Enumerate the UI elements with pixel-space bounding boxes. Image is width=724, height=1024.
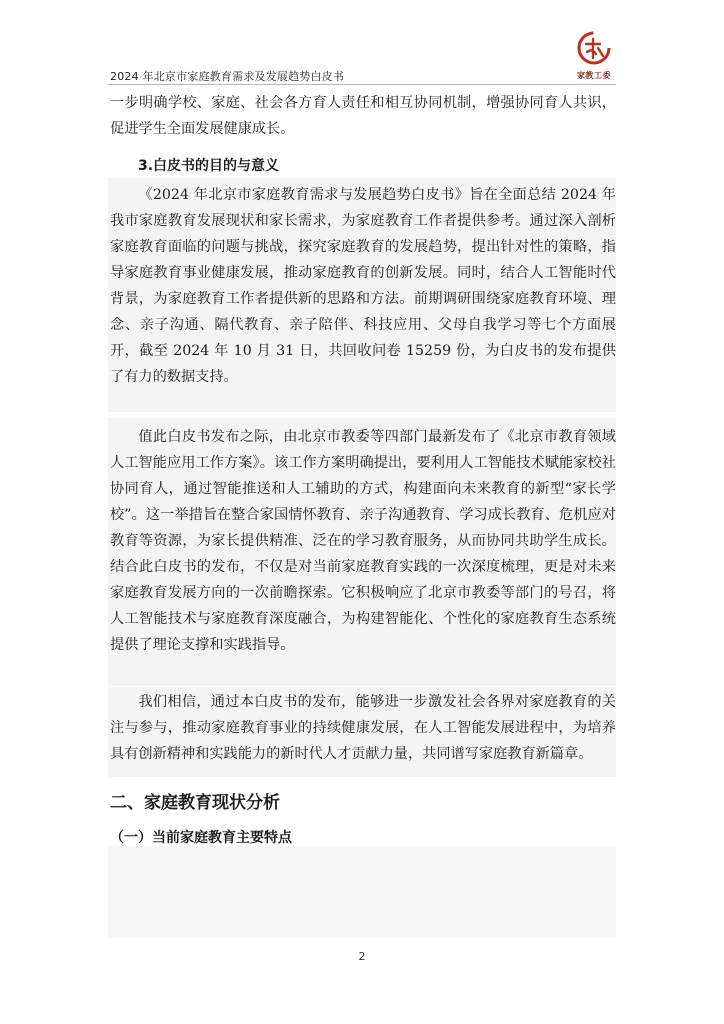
document-title: 2024 年北京市家庭教育需求及发展趋势白皮书 bbox=[110, 70, 345, 83]
shaded-region bbox=[108, 846, 616, 938]
subsection-heading: （一）当前家庭教育主要特点 bbox=[110, 830, 292, 846]
section-heading: 二、家庭教育现状分析 bbox=[110, 793, 280, 813]
logo-icon bbox=[576, 30, 612, 66]
header-divider bbox=[108, 84, 616, 85]
logo-text: 家教工委 bbox=[577, 71, 611, 80]
subheading-purpose: 3.白皮书的目的与意义 bbox=[138, 158, 280, 174]
paragraph: 《2024 年北京市家庭教育需求与发展趋势白皮书》旨在全面总结 2024 年我市家庭教育发展现状和家长需求，为家庭教育工作者提供参考。通过深入剖析家庭教育面临的问题与挑战，探究家庭教育的发展趋势，提出针对性的策略，指导家庭教育事业健康发展，推动家庭教育的创新发展。同时，结合人工智能时代背景，为家庭教育工作者提供新的思路和方法。前期调研围绕家庭教育环境、理念、亲子沟通、隔代教育、亲子陪伴、科技应用、父母自我学习等七个方面展开，截至 2024 年 10 月 31 日，共回收问卷 15259 份，为白皮书的发布提供了有力的数据支持。 bbox=[110, 187, 616, 385]
page-number: 2 bbox=[358, 950, 366, 963]
paragraph: 值此白皮书发布之际，由北京市教委等四部门最新发布了《北京市教育领域人工智能应用工作方案》。该工作方案明确提出，要利用人工智能技术赋能家校社协同育人，通过智能推送和人工辅助的方式，构建面向未来教育的新型“家长学校”。这一举措旨在整合家国情怀教育、亲子沟通教育、学习成长教育、危机应对教育等资源，为家长提供精准、泛在的学习教育服务，从而协同共助学生成长。结合此白皮书的发布，不仅是对当前家庭教育实践的一次深度梳理，更是对未来家庭教育发展方向的一次前瞻探索。它积极响应了北京市教委等部门的号召，将人工智能技术与家庭教育深度融合，为构建智能化、个性化的家庭教育生态系统提供了理论支撑和实践指导。 bbox=[110, 429, 616, 653]
paragraph: 我们相信，通过本白皮书的发布，能够进一步激发社会各界对家庭教育的关注与参与，推动家庭教育事业的持续健康发展，在人工智能发展进程中，为培养具有创新精神和实践能力的新时代人才贡献力量，共同谱写家庭教育新篇章。 bbox=[110, 694, 616, 762]
continued-paragraph: 一步明确学校、家庭、社会各方育人责任和相互协同机制，增强协同育人共识，促进学生全面发展健康成长。 bbox=[110, 95, 616, 137]
